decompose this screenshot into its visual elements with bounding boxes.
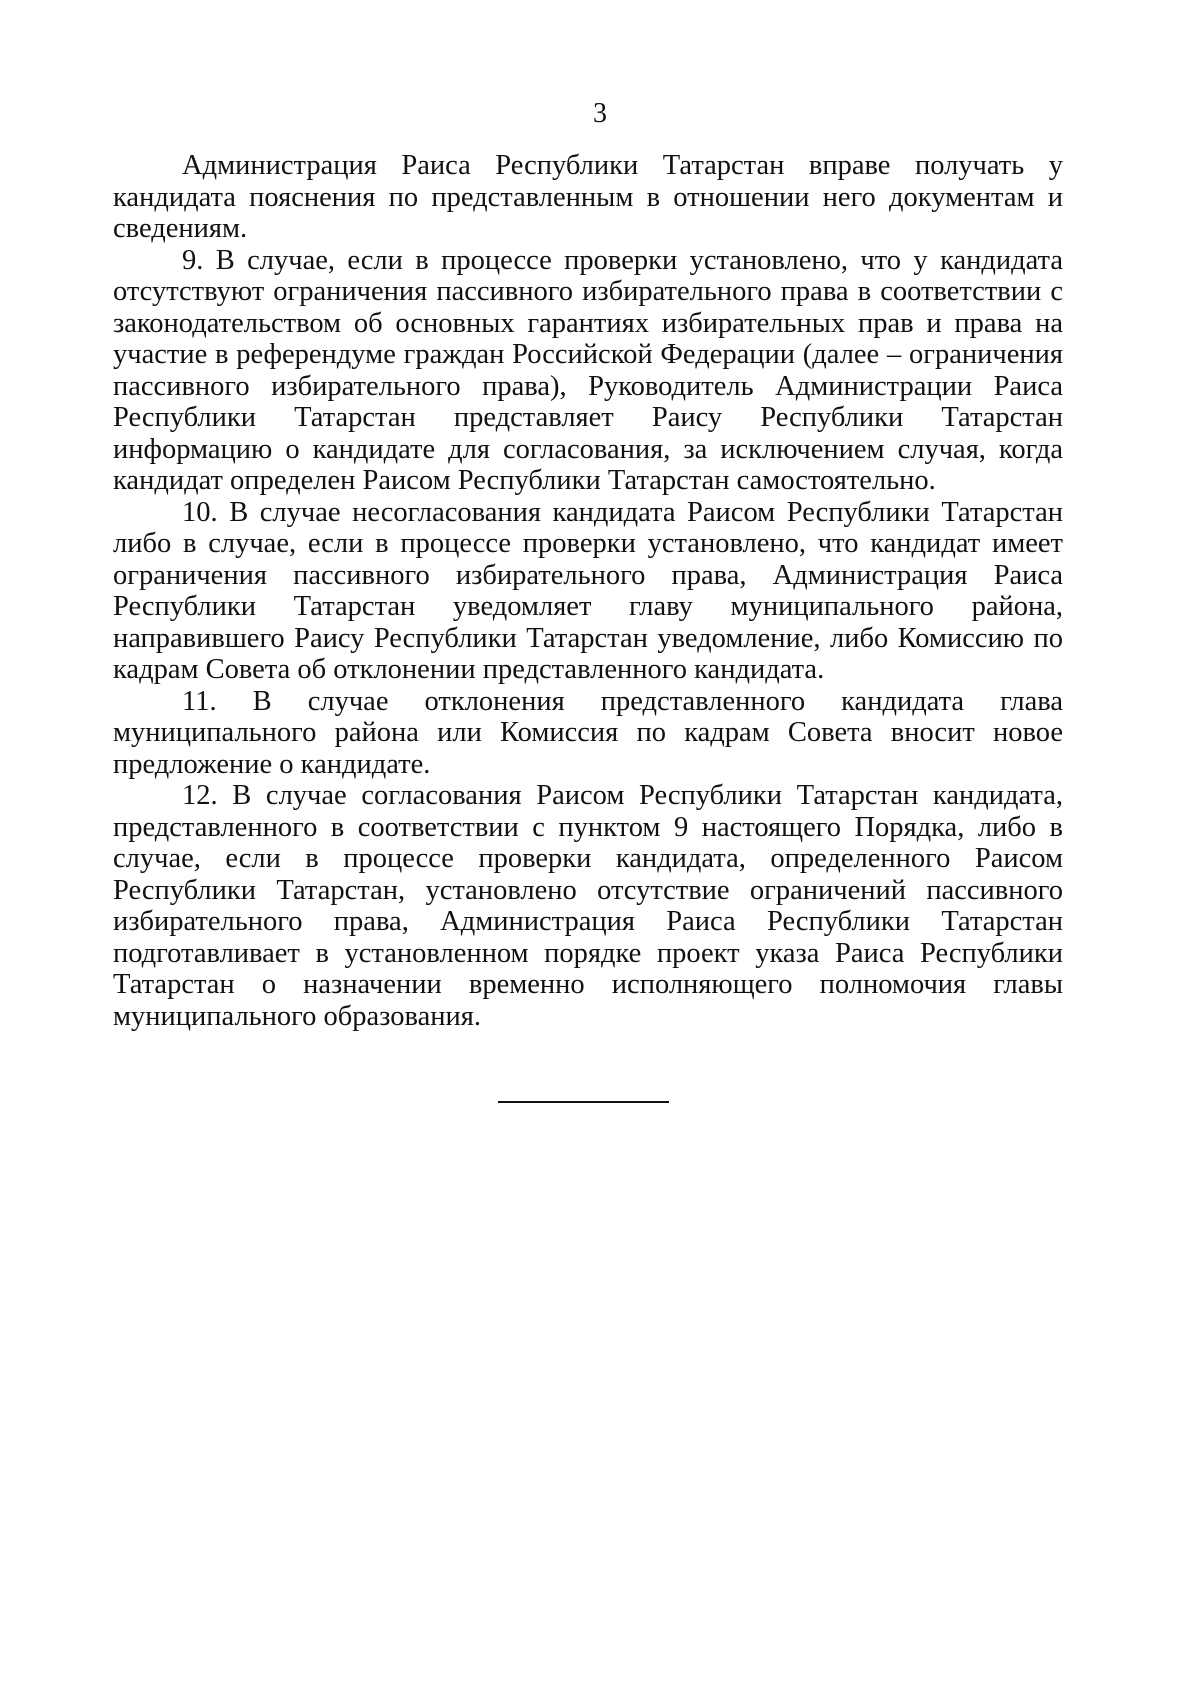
page-number: 3 [593,98,607,129]
document-body [113,150,1063,1032]
paragraph-item-9: 9. В случае, если в процессе проверки установлено, что у кандидата отсутствуют ограничения пассивного избирательного права в соответствии с законодательством об основных гарантиях избирательных прав и права на участие в референдуме граждан Российской Федерации (далее – ограничения пассивного избирательного права), Руководитель Администрации Раиса Республики Татарстан представляет Раису Республики Татарстан информацию о кандидате для согласования, за исключением случая, когда кандидат определен Раисом Республики Татарстан самостоятельно. [113,244,1063,496]
paragraph-item-11: 11. В случае отклонения представленного кандидата глава муниципального района или Комиссия по кадрам Совета вносит новое предложение о кандидате. [113,685,1063,780]
paragraph-intro: Администрация Раиса Республики Татарстан вправе получать у кандидата пояснения по представленным в отношении него документам и сведениям. [113,150,1063,244]
paragraph-item-12: 12. В случае согласования Раисом Республики Татарстан кандидата, представленного в соответствии с пунктом 9 настоящего Порядка, либо в случае, если в процессе проверки кандидата, определенного Раисом Республики Татарстан, установлено отсутствие ограничений пассивного избирательного права, Администрация Раиса Республики Татарстан подготавливает в установленном порядке проект указа Раиса Республики Татарстан о назначении временно исполняющего полномочия главы муниципального образования. [113,780,1063,1032]
end-of-document-rule [498,1101,669,1103]
paragraph-item-10: 10. В случае несогласования кандидата Раисом Республики Татарстан либо в случае, если в процессе проверки установлено, что кандидат имеет ограничения пассивного избирательного права, Администрация Раиса Республики Татарстан уведомляет главу муниципального района, направившего Раису Республики Татарстан уведомление, либо Комиссию по кадрам Совета об отклонении представленного кандидата. [113,496,1063,685]
